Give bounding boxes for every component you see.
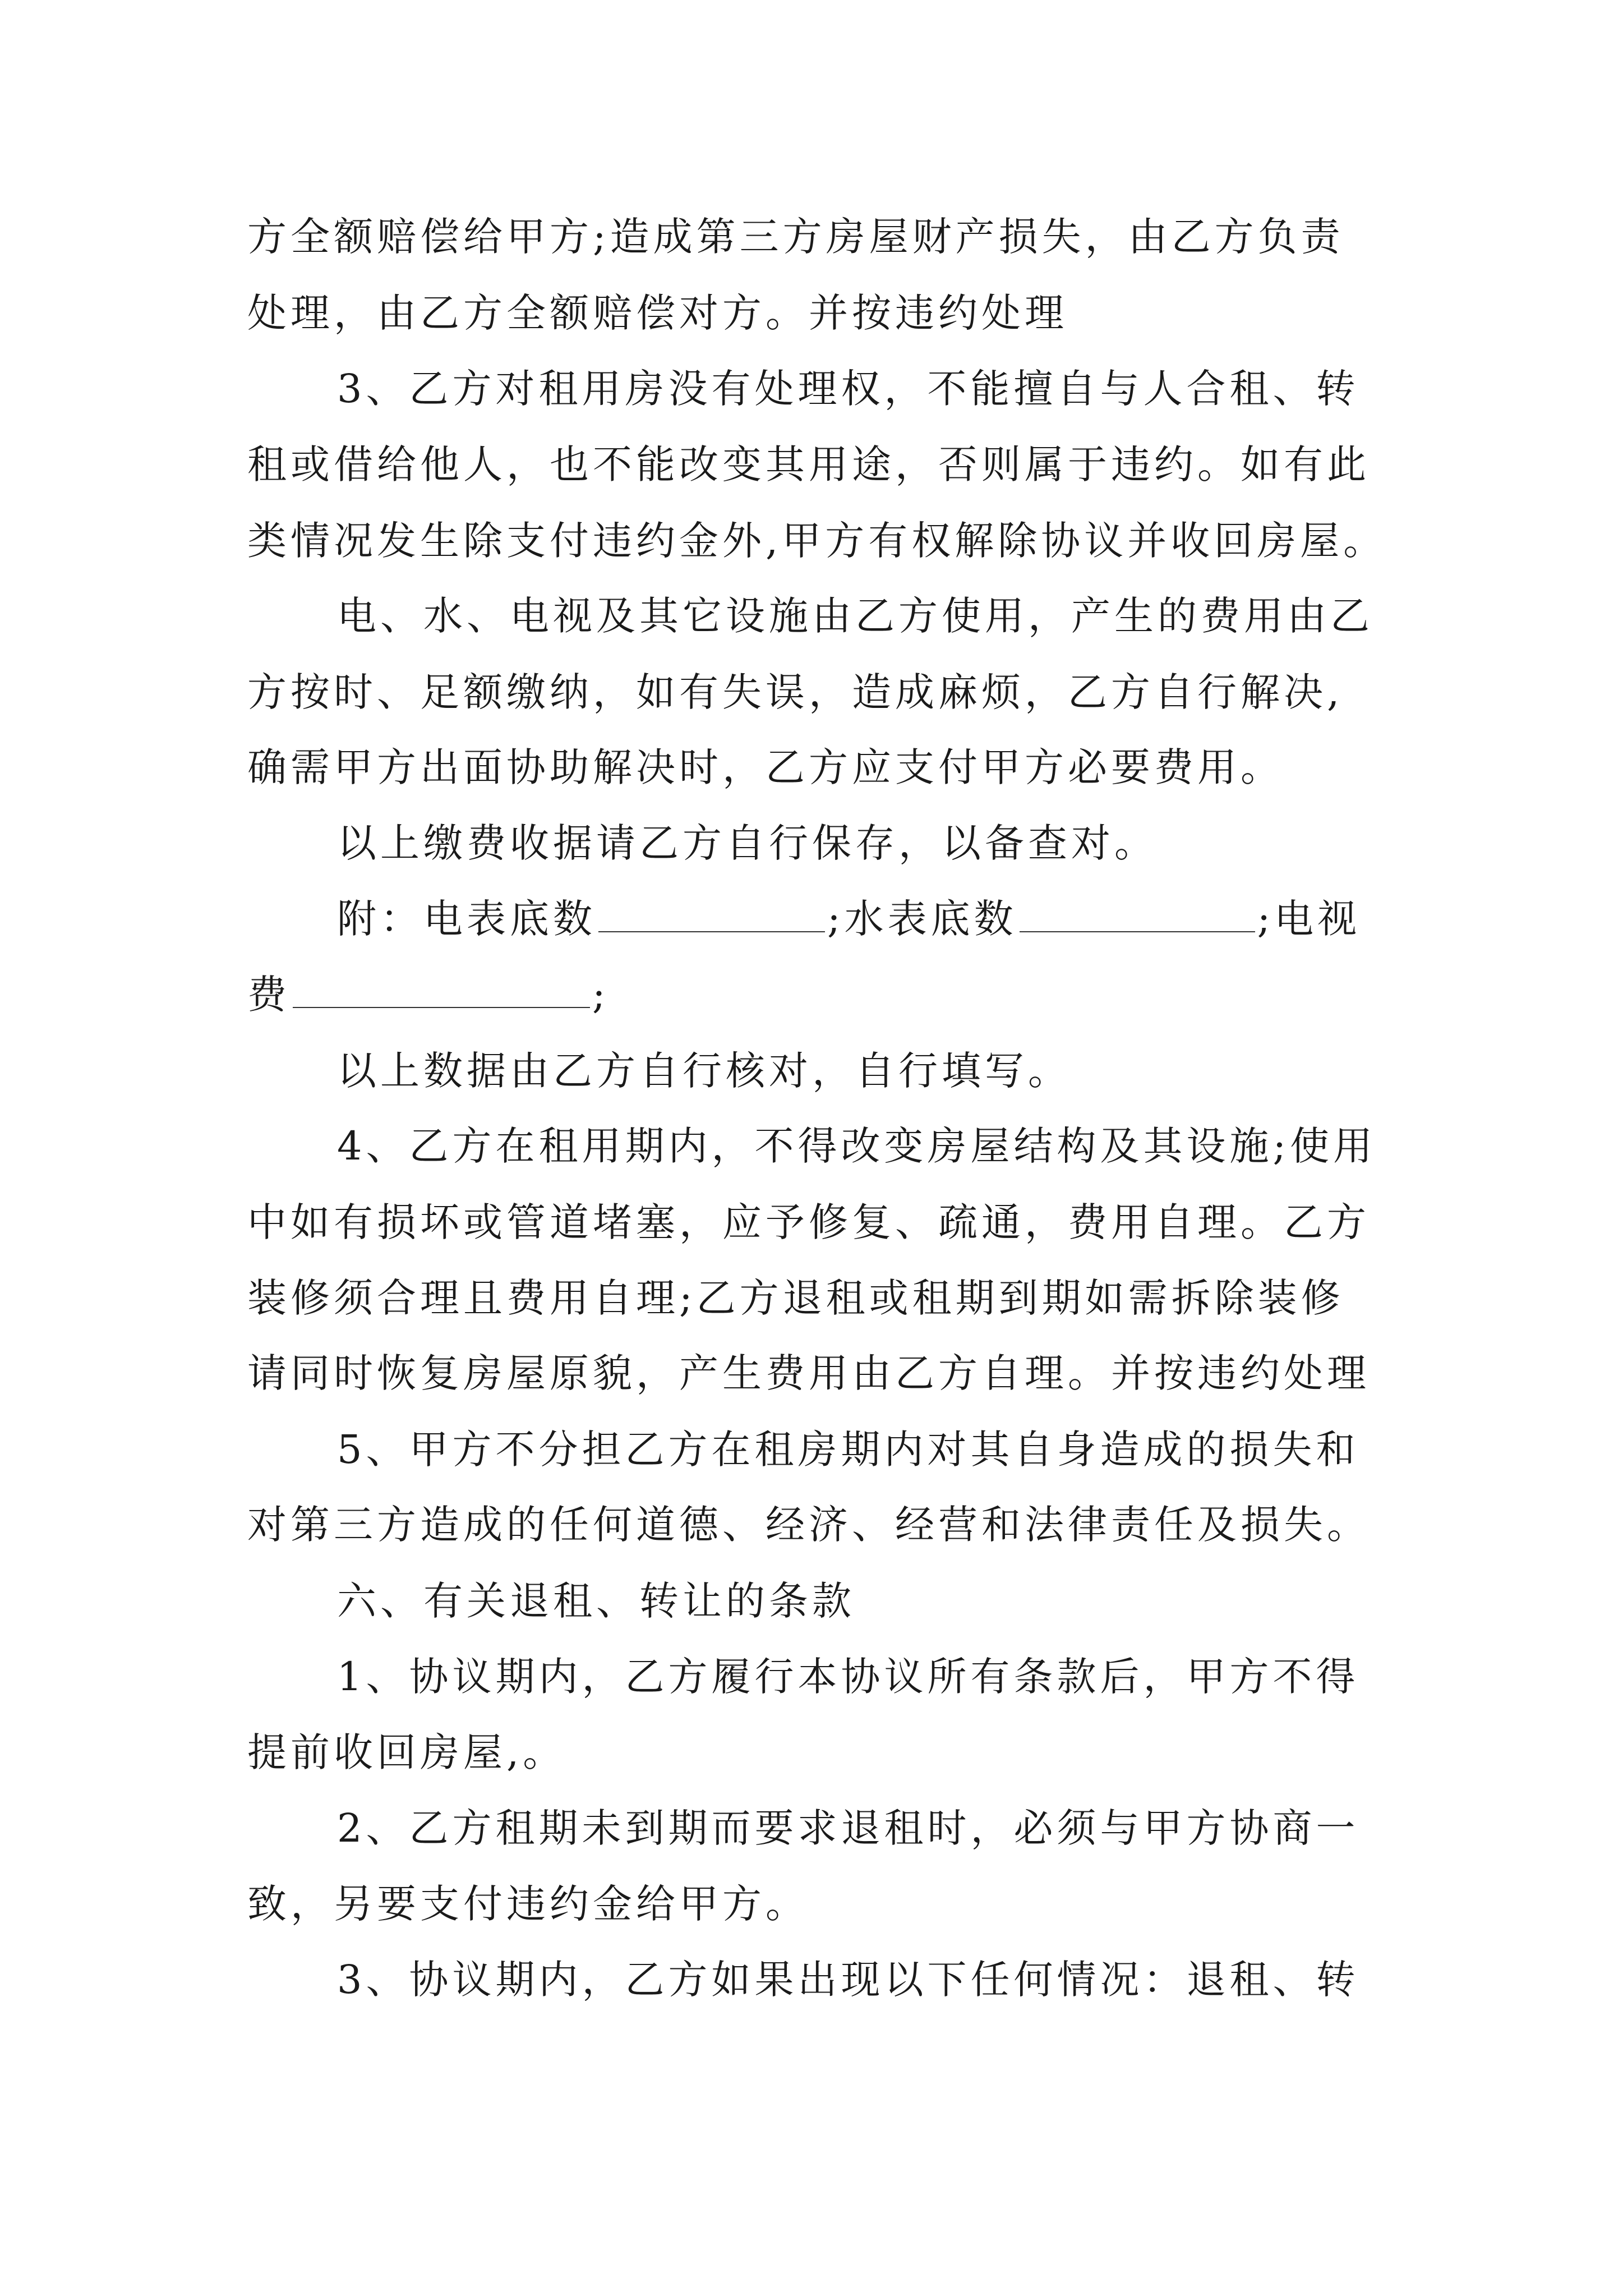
meter-suffix: ;电视 — [1257, 896, 1361, 942]
text-line: 电、水、电视及其它设施由乙方使用，产生的费用由乙 — [337, 593, 1373, 639]
text-line: 5、甲方不分担乙方在租房期内对其自身造成的损失和 — [337, 1427, 1359, 1473]
text-line: 方全额赔偿给甲方;造成第三方房屋财产损失，由乙方负责 — [247, 214, 1344, 260]
text-line: 1、协议期内，乙方履行本协议所有条款后，甲方不得 — [337, 1654, 1359, 1700]
text-line: 2、乙方租期未到期而要求退租时，必须与甲方协商一 — [337, 1805, 1359, 1851]
text-line: 以上缴费收据请乙方自行保存，以备查对。 — [337, 820, 1158, 866]
text-line: 方按时、足额缴纳，如有失误，造成麻烦，乙方自行解决, — [247, 669, 1344, 715]
text-line: 3、乙方对租用房没有处理权，不能擅自与人合租、转 — [337, 366, 1359, 412]
text-line: 类情况发生除支付违约金外,甲方有权解除协议并收回房屋。 — [247, 518, 1387, 564]
tv-fee-suffix: ; — [592, 972, 610, 1018]
text-line: 提前收回房屋,。 — [247, 1729, 566, 1775]
water-meter-blank[interactable] — [1020, 898, 1255, 932]
text-line: 致，另要支付违约金给甲方。 — [247, 1881, 809, 1927]
text-line: 3、协议期内，乙方如果出现以下任何情况：退租、转 — [337, 1957, 1359, 2003]
text-line: 中如有损坏或管道堵塞，应予修复、疏通，费用自理。乙方 — [247, 1199, 1370, 1245]
text-line: 以上数据由乙方自行核对，自行填写。 — [337, 1048, 1071, 1094]
text-line: 租或借给他人，也不能改变其用途，否则属于违约。如有此 — [247, 441, 1370, 487]
section-heading: 六、有关退租、转让的条款 — [337, 1578, 855, 1624]
text-line: 确需甲方出面协助解决时，乙方应支付甲方必要费用。 — [247, 744, 1284, 790]
tv-fee-line — [247, 967, 610, 1023]
meter-mid: ;水表底数 — [827, 896, 1017, 942]
text-line: 4、乙方在租用期内，不得改变房屋结构及其设施;使用 — [337, 1123, 1377, 1169]
text-line: 装修须合理且费用自理;乙方退租或租期到期如需拆除装修 — [247, 1275, 1344, 1321]
text-line: 处理，由乙方全额赔偿对方。并按违约处理 — [247, 290, 1068, 336]
text-line: 对第三方造成的任何道德、经济、经营和法律责任及损失。 — [247, 1502, 1370, 1548]
meter-prefix: 附：电表底数 — [337, 896, 596, 942]
electric-meter-blank[interactable] — [598, 898, 825, 932]
tv-fee-prefix: 费 — [247, 972, 291, 1018]
tv-fee-blank[interactable] — [293, 973, 590, 1008]
text-line: 请同时恢复房屋原貌，产生费用由乙方自理。并按违约处理 — [247, 1350, 1370, 1396]
meter-reading-line — [337, 891, 1361, 947]
